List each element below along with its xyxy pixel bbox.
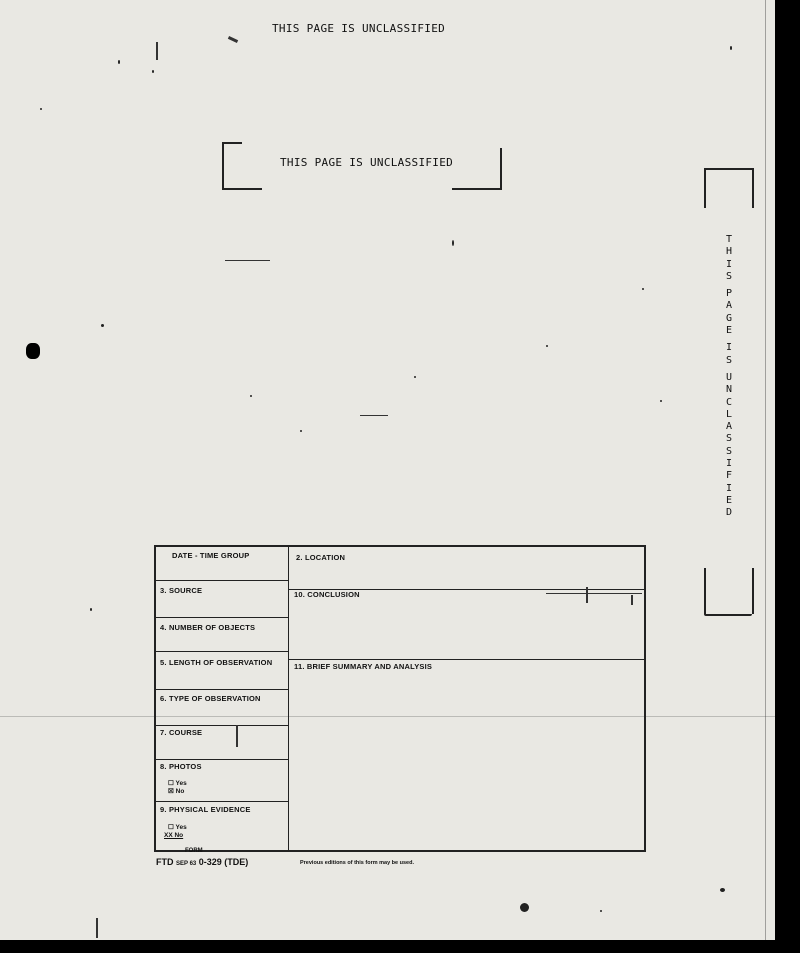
boxed-stamp-text: THIS PAGE IS UNCLASSIFIED [280,156,454,169]
form-mark [631,595,633,605]
ink-smudge [26,343,40,359]
vertical-stamp-letter: H [725,246,733,258]
vertical-stamp-letters [704,234,754,520]
vertical-stamp-letter: L [725,408,733,420]
scan-scratch [228,36,238,43]
vertical-stamp-letter: I [725,482,733,494]
vertical-stamp-letter: P [725,288,733,300]
vertical-stamp-letter: G [725,312,733,324]
form-column-divider [288,547,289,850]
form-date: SEP 63 [176,861,197,867]
vertical-stamp-letter: C [725,396,733,408]
form-row-divider [156,580,288,581]
form-row-divider [156,801,288,802]
form-row-divider [156,689,288,690]
evidence-no-option: XX No [164,832,184,839]
vertical-stamp-letter: S [725,433,733,445]
vertical-stamp-letter: D [725,507,733,519]
vertical-stamp-letter: I [725,258,733,270]
vertical-stamp-letter: I [725,458,733,470]
boxed-classification-stamp [222,142,502,192]
type-of-observation-label: 6. TYPE OF OBSERVATION [160,694,261,703]
vertical-stamp-letter: S [725,270,733,282]
vertical-stamp-letter: A [725,421,733,433]
project-record-form [154,545,646,852]
previous-editions-note: Previous editions of this form may be used. [300,860,414,866]
number-of-objects-label: 4. NUMBER OF OBJECTS [160,623,256,632]
photos-no-option: ☒ No [168,788,185,795]
scan-scratch [225,260,270,261]
scan-scratch [360,415,388,416]
form-word: FORM [185,848,203,854]
form-row-divider [156,651,288,652]
vertical-stamp-letter: F [725,470,733,482]
course-label: 7. COURSE [160,728,203,737]
vertical-stamp-letter: T [725,234,733,245]
brief-summary-label: 11. BRIEF SUMMARY AND ANALYSIS [294,662,433,671]
conclusion-label: 10. CONCLUSION [294,590,360,599]
vertical-stamp-letter: I [725,342,733,354]
form-row-divider [288,659,644,660]
form-mark [236,725,238,747]
vertical-stamp-letter: S [725,354,733,366]
scan-scratch [765,0,766,940]
source-label: 3. SOURCE [160,586,203,595]
form-mark [586,587,588,603]
physical-evidence-label: 9. PHYSICAL EVIDENCE [160,805,251,814]
vertical-stamp-letter: S [725,445,733,457]
form-number [156,857,248,867]
form-mark [546,593,642,594]
scan-scratch [96,918,98,938]
date-time-group-label: DATE - TIME GROUP [172,551,250,560]
vertical-stamp-letter: U [725,371,733,383]
length-of-observation-label: 5. LENGTH OF OBSERVATION [160,658,273,667]
vertical-stamp-letter: N [725,384,733,396]
form-code: 0-329 (TDE) [198,857,249,867]
scan-scratch [156,42,158,60]
ftd-prefix: FTD [156,857,174,867]
form-row-divider [156,617,288,618]
form-row-divider [156,725,288,726]
top-classification-stamp: THIS PAGE IS UNCLASSIFIED [272,22,446,35]
photos-yes-option: ☐ Yes [168,780,187,787]
vertical-classification-stamp [704,168,754,616]
vertical-stamp-letter: E [725,494,733,506]
photos-label: 8. PHOTOS [160,762,202,771]
location-label: 2. LOCATION [296,553,346,562]
form-row-divider [156,759,288,760]
evidence-yes-option: ☐ Yes [168,824,187,831]
vertical-stamp-letter: E [725,325,733,337]
vertical-stamp-letter: A [725,300,733,312]
